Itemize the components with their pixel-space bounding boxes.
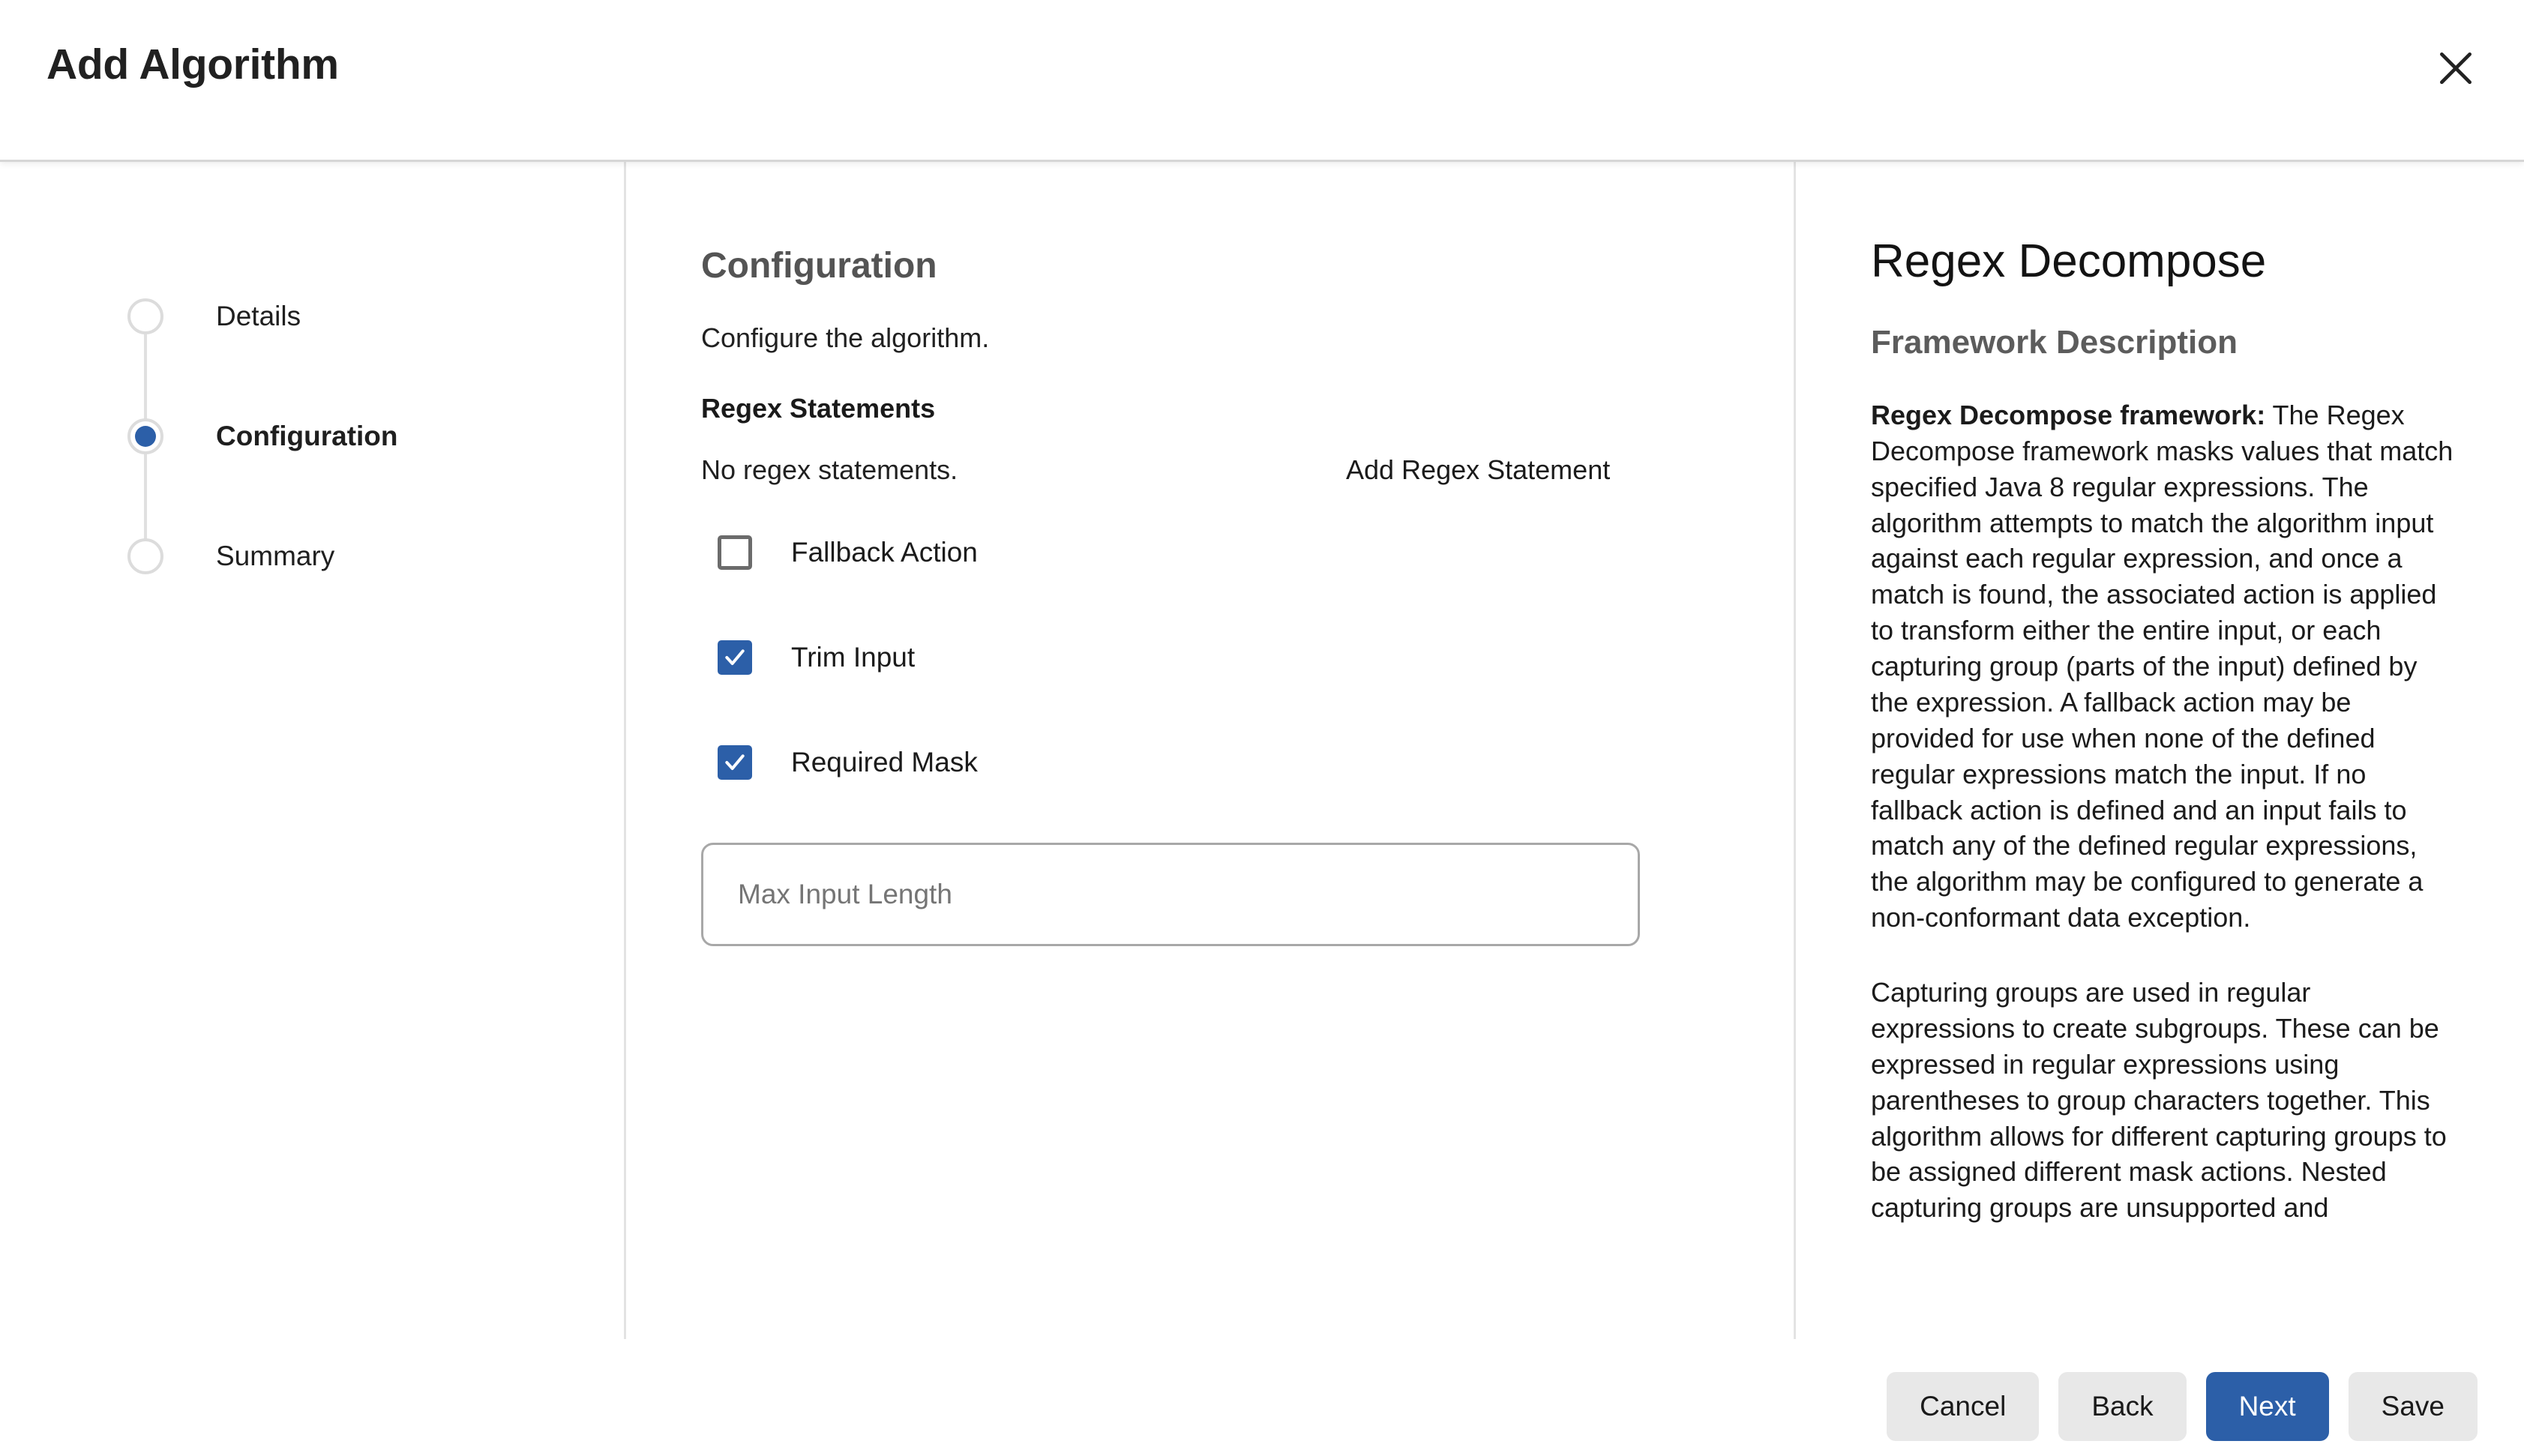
checkbox-required-mask[interactable] bbox=[701, 738, 1794, 787]
step-label-configuration: Configuration bbox=[216, 421, 398, 451]
step-marker-summary bbox=[127, 538, 163, 574]
framework-description-heading: Framework Description bbox=[1871, 324, 2238, 361]
checkbox-trim-input[interactable] bbox=[701, 633, 1794, 682]
framework-description-panel bbox=[1796, 162, 2524, 1339]
checkbox-checked-icon[interactable] bbox=[718, 745, 752, 780]
close-icon bbox=[2435, 47, 2477, 89]
sidebar-item-configuration[interactable] bbox=[127, 376, 624, 496]
step-active-dot bbox=[135, 426, 156, 447]
checkbox-label-required-mask: Required Mask bbox=[791, 746, 978, 777]
checkbox-label-trim-input: Trim Input bbox=[791, 641, 916, 673]
wizard-stepper-panel bbox=[0, 162, 626, 1339]
checkbox-fallback-action[interactable] bbox=[701, 528, 1794, 577]
modal-footer bbox=[0, 1339, 2524, 1456]
framework-description-paragraph-1 bbox=[1871, 397, 2457, 936]
checkbox-label-fallback-action: Fallback Action bbox=[791, 536, 978, 568]
cancel-button[interactable]: Cancel bbox=[1887, 1372, 2039, 1441]
step-label-details: Details bbox=[216, 301, 301, 331]
close-button[interactable] bbox=[2424, 36, 2488, 100]
back-button[interactable]: Back bbox=[2058, 1372, 2186, 1441]
sidebar-item-summary[interactable] bbox=[127, 496, 624, 616]
framework-name-bold: Regex Decompose framework: bbox=[1871, 399, 2266, 430]
regex-statements-row bbox=[701, 454, 1794, 489]
regex-statements-label: Regex Statements bbox=[701, 392, 936, 424]
checkbox-checked-icon[interactable] bbox=[718, 640, 752, 675]
page-title: Add Algorithm bbox=[46, 40, 339, 88]
checkbox-unchecked-icon[interactable] bbox=[718, 535, 752, 570]
modal-header bbox=[0, 0, 2524, 162]
framework-description-paragraph-1-text: The Regex Decompose framework masks values that match specified Java 8 regular expressions. The algorithm attempts to match the algorithm input against each regular expression, and once a match is found, the associated action is applied to transform either the entire input, or each capturing group (parts of the input) defined by the expression. A fallback action may be provided for use when none of the defined regular expressions match the input. If no fallback action is defined and an input fails to match any of the defined regular expressions, the algorithm may be configured to generate a non-conformant data exception. bbox=[1871, 399, 2454, 933]
max-input-length-input[interactable] bbox=[736, 878, 1605, 911]
sidebar-item-details[interactable] bbox=[127, 256, 624, 376]
configuration-panel bbox=[626, 162, 1796, 1339]
configuration-subtitle: Configure the algorithm. bbox=[701, 322, 990, 353]
step-label-summary: Summary bbox=[216, 541, 335, 571]
framework-description-paragraph-2: Capturing groups are used in regular expressions to create subgroups. These can be expressed in regular expressions using parentheses to group characters together. This algorithm allows for different capturing groups to be assigned different mask actions. Nested capturing groups are unsupported and bbox=[1871, 977, 2447, 1224]
regex-empty-message: No regex statements. bbox=[701, 454, 958, 485]
next-button[interactable]: Next bbox=[2206, 1372, 2329, 1441]
max-input-length-field[interactable] bbox=[701, 843, 1640, 946]
framework-title: Regex Decompose bbox=[1871, 235, 2267, 287]
modal-body bbox=[0, 162, 2524, 1339]
step-marker-details bbox=[127, 298, 163, 334]
wizard-stepper bbox=[127, 256, 624, 616]
configuration-options-list bbox=[701, 528, 1794, 787]
step-marker-configuration bbox=[127, 418, 163, 454]
add-regex-statement-button[interactable]: Add Regex Statement bbox=[1346, 454, 1611, 485]
save-button[interactable]: Save bbox=[2349, 1372, 2478, 1441]
configuration-heading: Configuration bbox=[701, 246, 937, 286]
